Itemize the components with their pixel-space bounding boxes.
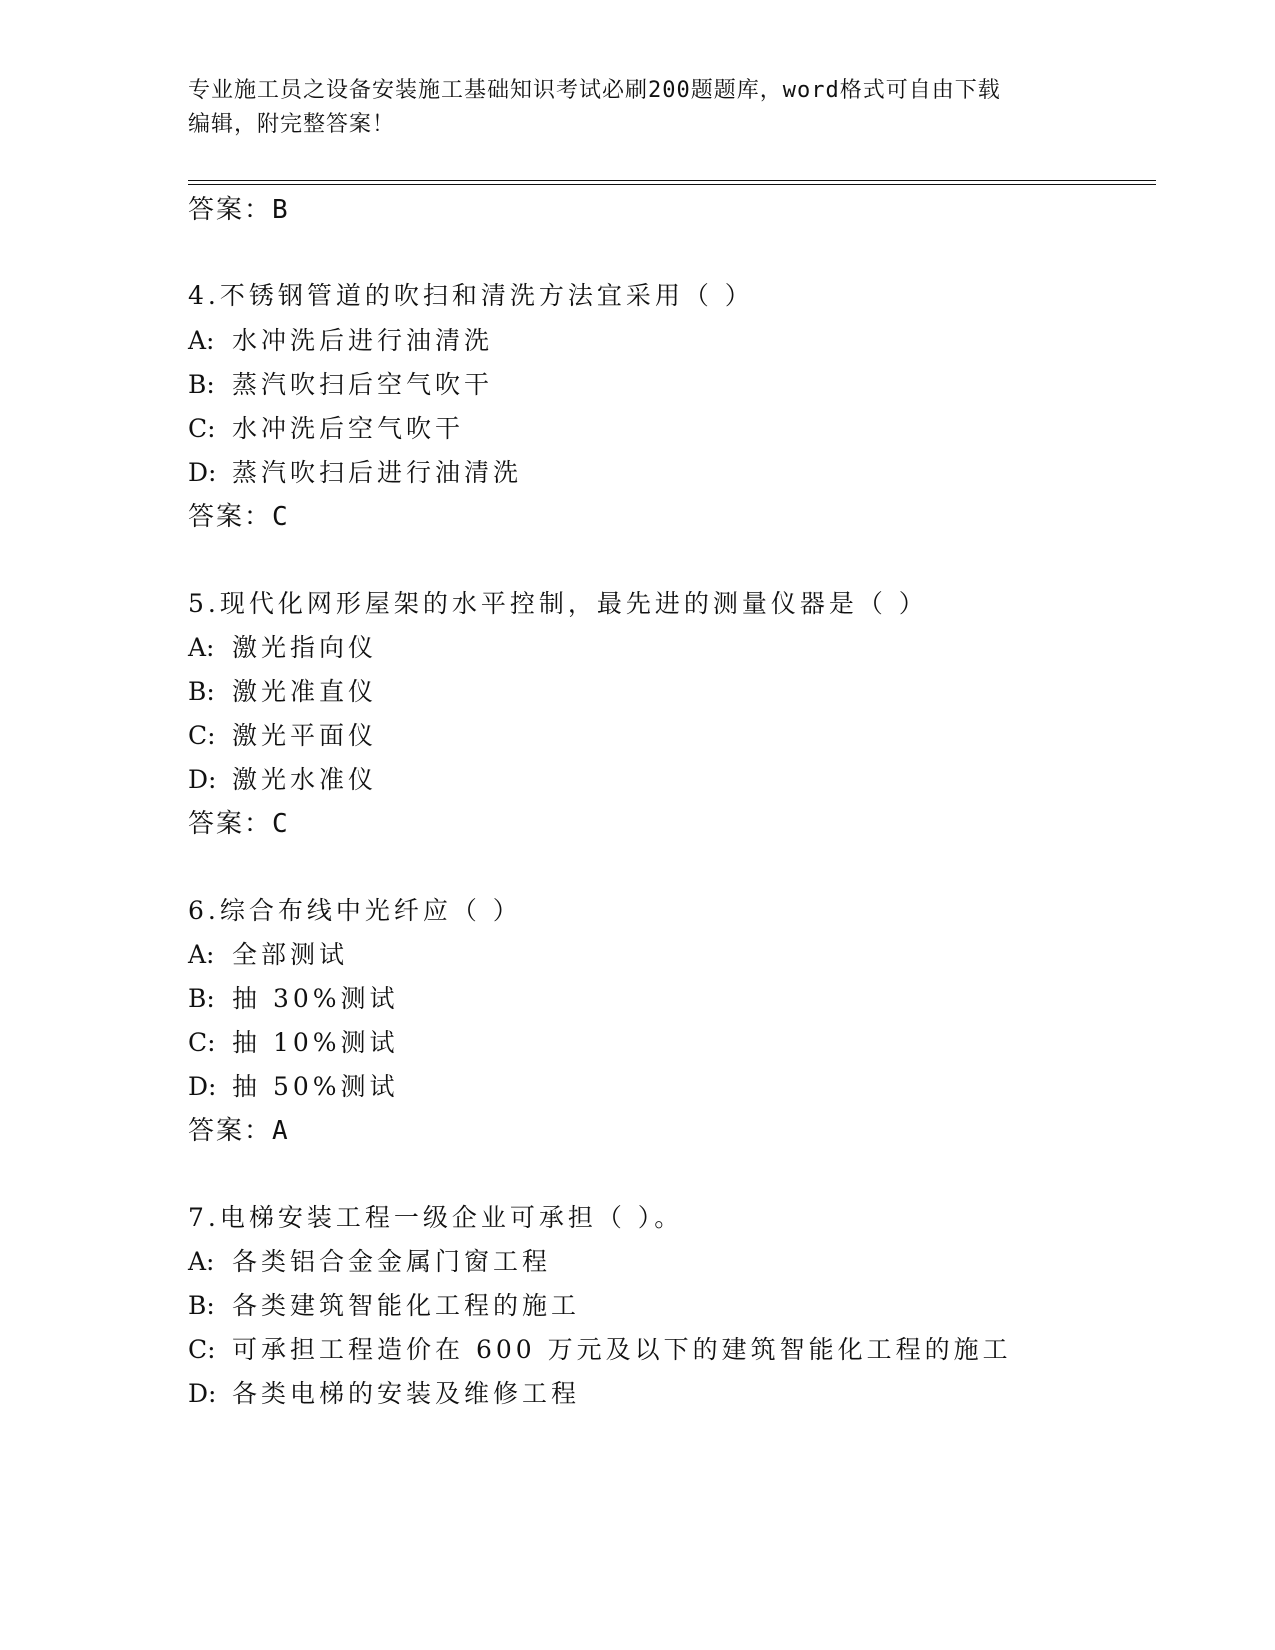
question-6-answer: 答案：A bbox=[188, 1116, 290, 1146]
option-letter: C: bbox=[188, 1028, 216, 1057]
header-divider-bottom bbox=[188, 184, 1156, 185]
option-letter: A: bbox=[188, 326, 215, 355]
option-letter: A: bbox=[188, 1247, 215, 1276]
document-header bbox=[188, 74, 1088, 142]
question-5-answer: 答案：C bbox=[188, 809, 290, 839]
option-letter: A: bbox=[188, 940, 215, 969]
question-5-option-a bbox=[188, 632, 377, 664]
option-text: 各类建筑智能化工程的施工 bbox=[232, 1291, 581, 1320]
question-4-option-c bbox=[188, 413, 464, 445]
question-4-option-a bbox=[188, 325, 493, 357]
option-letter: D: bbox=[188, 1379, 217, 1408]
option-text: 激光准直仪 bbox=[232, 677, 378, 706]
option-text: 水冲洗后空气吹干 bbox=[232, 414, 465, 443]
option-text: 激光指向仪 bbox=[232, 633, 378, 662]
option-text: 抽 30%测试 bbox=[232, 984, 399, 1013]
question-7-option-d bbox=[188, 1378, 580, 1410]
question-4-answer: 答案：C bbox=[188, 502, 290, 532]
option-letter: C: bbox=[188, 721, 216, 750]
question-5-stem: 5.现代化网形屋架的水平控制，最先进的测量仪器是（ ） bbox=[188, 589, 928, 618]
header-title-line-2: 编辑，附完整答案！ bbox=[188, 112, 396, 137]
option-text: 各类电梯的安装及维修工程 bbox=[232, 1379, 581, 1408]
option-letter: C: bbox=[188, 414, 216, 443]
option-letter: B: bbox=[188, 984, 215, 1013]
question-6-option-d bbox=[188, 1071, 399, 1103]
question-4-option-b bbox=[188, 369, 493, 401]
question-5-option-c bbox=[188, 720, 377, 752]
question-6-option-a bbox=[188, 939, 348, 971]
option-text: 可承担工程造价在 600 万元及以下的建筑智能化工程的施工 bbox=[232, 1335, 1012, 1364]
option-text: 激光水准仪 bbox=[232, 765, 378, 794]
option-letter: B: bbox=[188, 370, 215, 399]
question-7-option-b bbox=[188, 1290, 580, 1322]
option-text: 各类铝合金金属门窗工程 bbox=[232, 1247, 552, 1276]
question-4-option-d bbox=[188, 457, 522, 489]
question-6-option-b bbox=[188, 983, 399, 1015]
question-5-option-b bbox=[188, 676, 377, 708]
option-letter: C: bbox=[188, 1335, 216, 1364]
header-divider-top bbox=[188, 180, 1156, 181]
question-6-option-c bbox=[188, 1027, 399, 1059]
option-text: 全部测试 bbox=[232, 940, 349, 969]
option-letter: A: bbox=[188, 633, 215, 662]
option-text: 蒸汽吹扫后进行油清洗 bbox=[232, 458, 523, 487]
option-letter: B: bbox=[188, 1291, 215, 1320]
option-text: 水冲洗后进行油清洗 bbox=[232, 326, 494, 355]
question-6-stem: 6.综合布线中光纤应（ ） bbox=[188, 896, 522, 925]
question-4-stem: 4.不锈钢管道的吹扫和清洗方法宜采用（ ） bbox=[188, 281, 754, 310]
option-letter: B: bbox=[188, 677, 215, 706]
question-7-option-c bbox=[188, 1334, 1012, 1366]
option-text: 抽 10%测试 bbox=[232, 1028, 399, 1057]
option-letter: D: bbox=[188, 458, 217, 487]
option-text: 抽 50%测试 bbox=[232, 1072, 399, 1101]
question-5-option-d bbox=[188, 764, 377, 796]
option-text: 激光平面仪 bbox=[232, 721, 378, 750]
option-text: 蒸汽吹扫后空气吹干 bbox=[232, 370, 494, 399]
question-7-option-a bbox=[188, 1246, 551, 1278]
question-7-stem: 7.电梯安装工程一级企业可承担（ ）。 bbox=[188, 1203, 684, 1232]
option-letter: D: bbox=[188, 765, 217, 794]
header-title-line-1: 专业施工员之设备安装施工基础知识考试必刷200题题库，word格式可自由下载 bbox=[188, 78, 1001, 103]
previous-answer: 答案：B bbox=[188, 195, 290, 225]
option-letter: D: bbox=[188, 1072, 217, 1101]
